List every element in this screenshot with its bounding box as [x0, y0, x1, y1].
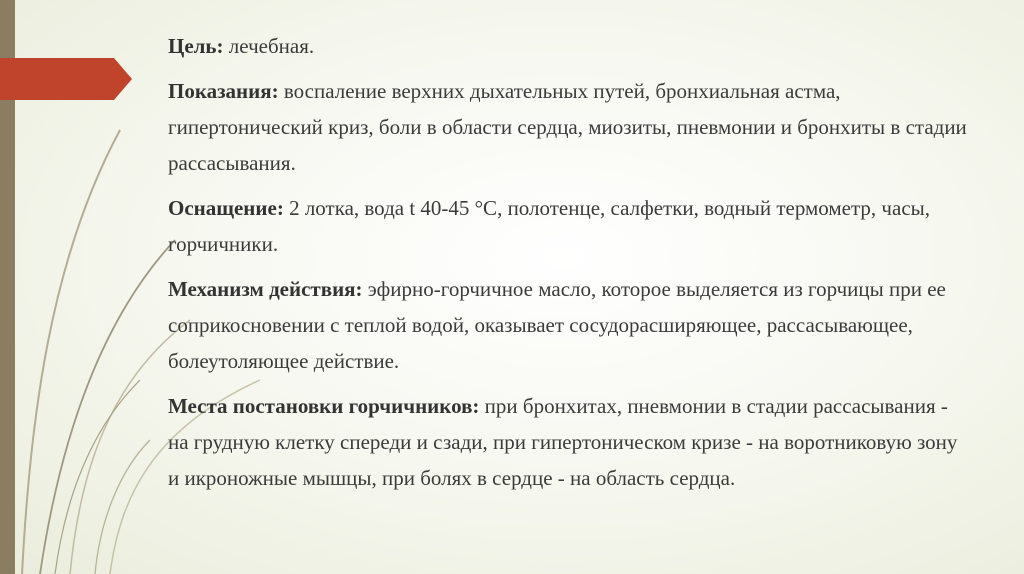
- equipment-paragraph: [168, 190, 968, 262]
- mechanism-paragraph: [168, 271, 968, 379]
- stem-line: [55, 380, 140, 574]
- mechanism-label: Механизм действия:: [168, 277, 363, 301]
- application-sites-label: Места постановки горчичников:: [168, 394, 480, 418]
- slide-content: [168, 28, 968, 505]
- stem-line: [95, 440, 150, 574]
- application-sites-paragraph: [168, 388, 968, 496]
- goal-label: Цель:: [168, 34, 224, 58]
- equipment-label: Оснащение:: [168, 196, 284, 220]
- goal-text: лечебная.: [223, 34, 315, 58]
- mechanism-text: эфирно-горчичное масло, которое выделяется из горчицы при ее соприкосновении с теплой водой, оказывает сосудорасширяющее, рассасывающее, болеутоляющее действие.: [168, 277, 946, 373]
- stem-line: [22, 130, 120, 574]
- application-sites-text: при бронхитах, пневмонии в стадии рассасывания - на грудную клетку спереди и сзади, при гипертоническом кризе - на воротниковую зону и икроножные мышцы, при болях в сердце - на область сердца.: [168, 394, 958, 490]
- equipment-text: 2 лотка, вода t 40-45 °С, полотенце, салфетки, водный термометр, часы, горчичники.: [168, 196, 930, 256]
- indications-label: Показания:: [168, 79, 279, 103]
- indications-paragraph: [168, 73, 968, 181]
- arrow-accent: [0, 58, 135, 100]
- indications-text: воспаление верхних дыхательных путей, бронхиальная астма, гипертонический криз, боли в области сердца, миозиты, пневмонии и бронхиты в стадии рассасывания.: [168, 79, 967, 175]
- stem-line: [40, 240, 175, 574]
- goal-paragraph: [168, 28, 968, 64]
